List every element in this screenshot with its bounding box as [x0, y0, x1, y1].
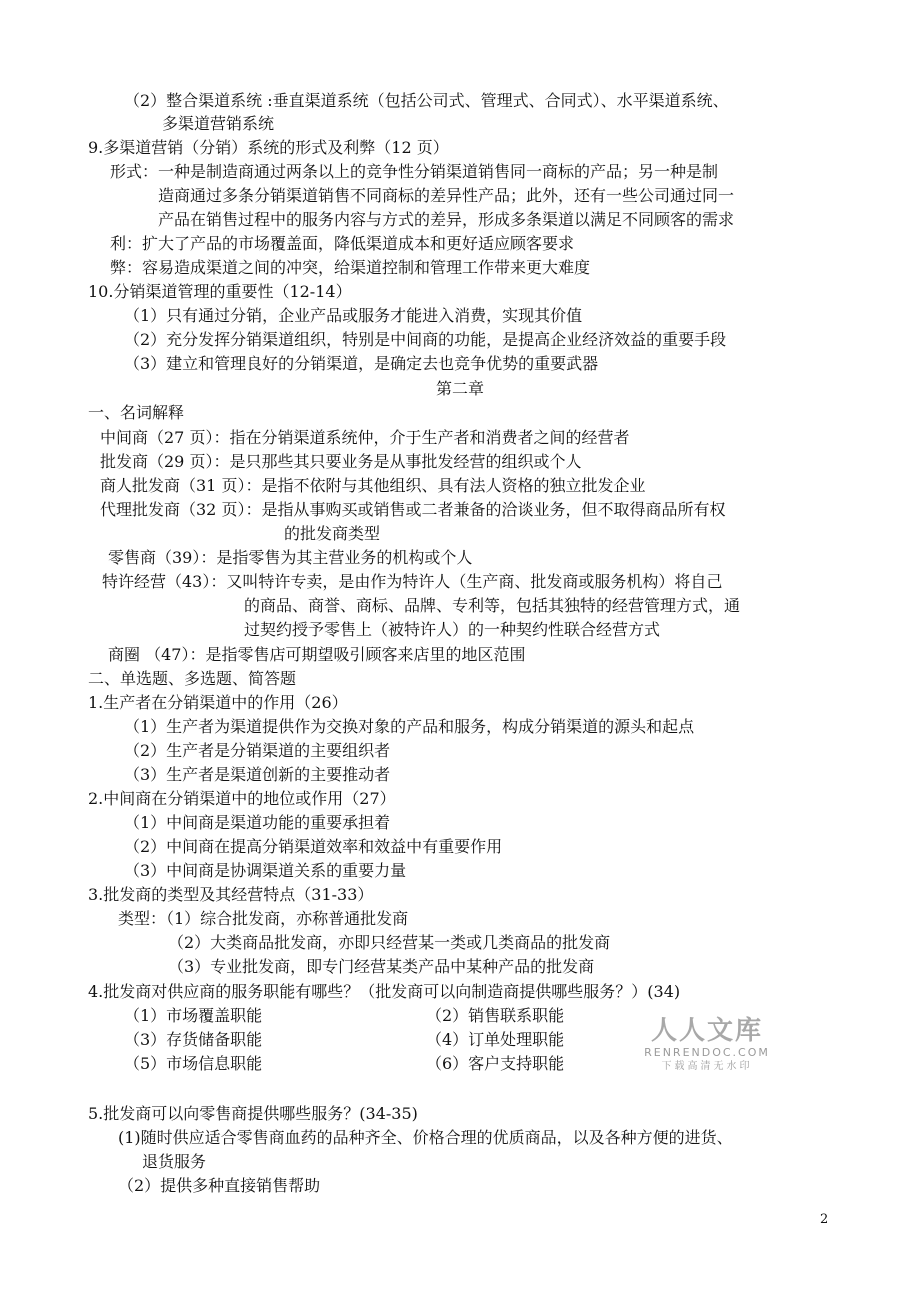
- section-heading: 一、名词解释: [88, 403, 185, 422]
- text-line: 的商品、商誉、商标、品牌、专利等，包括其独特的经营管理方式，通: [244, 596, 741, 615]
- section-heading: 10.分销渠道管理的重要性（12-14）: [88, 282, 352, 301]
- section-heading: 4.批发商对供应商的服务职能有哪些？（批发商可以向制造商提供哪些服务？）(34): [88, 982, 681, 1001]
- text-line: （2）整合渠道系统 :垂直渠道系统（包括公司式、管理式、合同式）、水平渠道系统、: [124, 91, 729, 110]
- text-line: 商圈 （47）：是指零售店可期望吸引顾客来店里的地区范围: [108, 645, 526, 664]
- section-heading: 1.生产者在分销渠道中的作用（26）: [88, 693, 348, 712]
- text-line: 代理批发商（32 页）：是指从事购买或销售或二者兼备的洽谈业务，但不取得商品所有权: [100, 500, 726, 519]
- text-line: 多渠道营销系统: [162, 114, 275, 133]
- text-line: 弊：容易造成渠道之间的冲突，给渠道控制和管理工作带来更大难度: [110, 258, 591, 277]
- section-heading: 9.多渠道营销（分销）系统的形式及利弊（12 页）: [88, 138, 449, 157]
- text-line: 过契约授予零售上（被特许人）的一种契约性联合经营方式: [244, 620, 661, 639]
- text-line: 类型：（1）综合批发商，亦称普通批发商: [118, 909, 409, 928]
- text-line: 产品在销售过程中的服务内容与方式的差异，形成多条渠道以满足不同顾客的需求: [158, 210, 735, 229]
- text-line: （2）大类商品批发商，亦即只经营某一类或几类商品的批发商: [168, 933, 611, 952]
- text-line: （2）生产者是分销渠道的主要组织者: [124, 741, 391, 760]
- text-line: 退货服务: [142, 1152, 207, 1171]
- text-line: 商人批发商（31 页）：是指不依附与其他组织、具有法人资格的独立批发企业: [100, 476, 646, 495]
- section-heading: 3.批发商的类型及其经营特点（31-33）: [88, 885, 374, 904]
- text-line: 的批发商类型: [284, 524, 381, 543]
- text-line: 形式：一种是制造商通过两条以上的竞争性分销渠道销售同一商标的产品；另一种是制: [110, 162, 719, 181]
- text-line: （2）中间商在提高分销渠道效率和效益中有重要作用: [124, 837, 503, 856]
- text-line: （2）充分发挥分销渠道组织，特别是中间商的功能，是提高企业经济效益的重要手段: [124, 330, 727, 349]
- text-line: 利：扩大了产品的市场覆盖面，降低渠道成本和更好适应顾客要求: [110, 234, 575, 253]
- text-line: （3）建立和管理良好的分销渠道，是确定去也竞争优势的重要武器: [124, 354, 599, 373]
- text-line: （1）只有通过分销，企业产品或服务才能进入消费，实现其价值: [124, 306, 583, 325]
- list-item: （2）销售联系职能: [426, 1006, 565, 1025]
- watermark-tagline: 下载高清无水印: [661, 1061, 753, 1072]
- text-line: （3）专业批发商，即专门经营某类产品中某种产品的批发商: [168, 957, 595, 976]
- text-line: （1）生产者为渠道提供作为交换对象的产品和服务，构成分销渠道的源头和起点: [124, 717, 695, 736]
- text-line: （2）提供多种直接销售帮助: [118, 1176, 321, 1195]
- watermark-site: RENRENDOC.COM: [644, 1046, 770, 1059]
- text-line: （3）中间商是协调渠道关系的重要力量: [124, 861, 407, 880]
- list-item: （5）市场信息职能: [124, 1054, 263, 1073]
- list-item: （3）存货储备职能: [124, 1030, 263, 1049]
- section-heading: 5.批发商可以向零售商提供哪些服务？(34-35): [88, 1104, 418, 1123]
- text-line: 零售商（39）：是指零售为其主营业务的机构或个人: [108, 548, 473, 567]
- text-line: 特许经营（43）：又叫特许专卖，是由作为特许人（生产商、批发商或服务机构）将自己: [102, 572, 723, 591]
- section-heading: 二、单选题、多选题、简答题: [88, 669, 297, 688]
- text-line: 中间商（27 页）：指在分销渠道系统仲，介于生产者和消费者之间的经营者: [100, 428, 630, 447]
- chapter-title: 第二章: [435, 379, 484, 398]
- text-line: 批发商（29 页）：是只那些其只要业务是从事批发经营的组织或个人: [100, 452, 582, 471]
- list-item: （4）订单处理职能: [426, 1030, 565, 1049]
- text-line: （3）生产者是渠道创新的主要推动者: [124, 765, 391, 784]
- list-item: （6）客户支持职能: [426, 1054, 565, 1073]
- list-item: （1）市场覆盖职能: [124, 1006, 263, 1025]
- text-line: 造商通过多条分销渠道销售不同商标的差异性产品；此外，还有一些公司通过同一: [158, 186, 735, 205]
- text-line: (1)随时供应适合零售商血药的品种齐全、价格合理的优质商品，以及各种方便的进货、: [118, 1128, 733, 1147]
- section-heading: 2.中间商在分销渠道中的地位或作用（27）: [88, 789, 396, 808]
- text-line: （1）中间商是渠道功能的重要承担着: [124, 813, 391, 832]
- watermark-name: 人人文库: [650, 1016, 763, 1046]
- page-number: 2: [820, 1212, 829, 1227]
- watermark-logo: [632, 1016, 782, 1074]
